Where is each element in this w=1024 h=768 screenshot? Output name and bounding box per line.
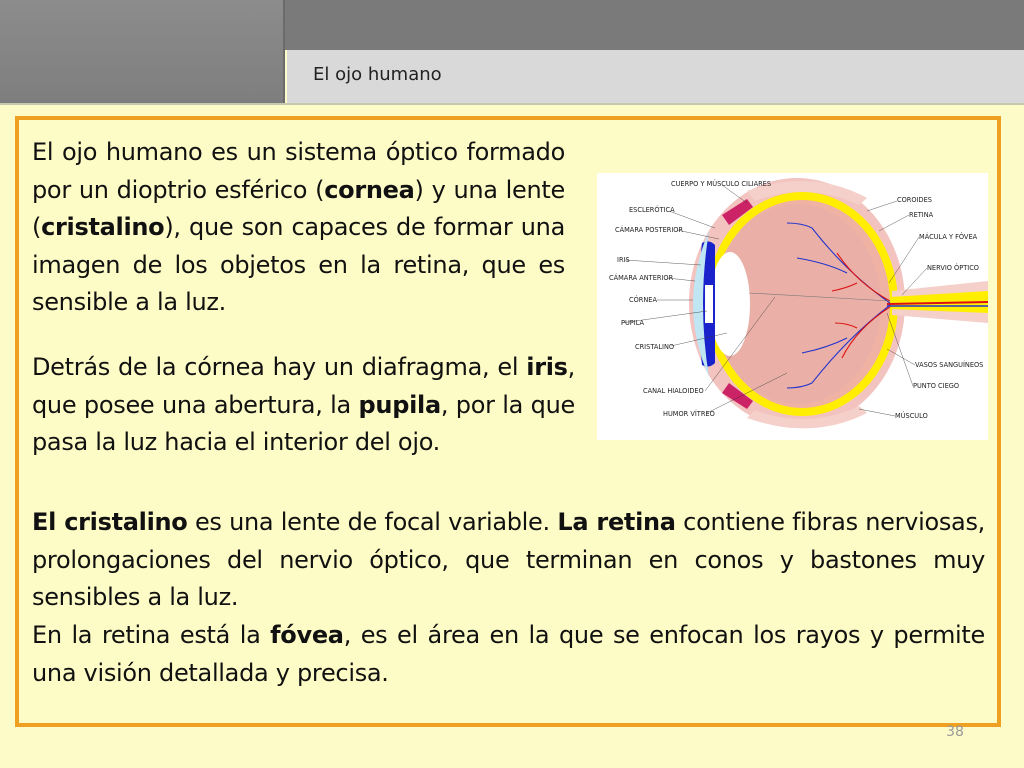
label-humor-vitreo: HUMOR VÍTREO xyxy=(663,410,715,418)
text-run: En la retina está la xyxy=(32,621,271,649)
term-cornea: cornea xyxy=(324,175,415,204)
text-run: ) y una lente ( xyxy=(32,175,565,241)
header-left-block xyxy=(0,0,285,103)
label-cristalino: CRISTALINO xyxy=(635,343,675,351)
eye-diagram xyxy=(597,173,988,440)
label-camara-anterior: CÁMARA ANTERIOR xyxy=(609,274,674,282)
lens-shape xyxy=(710,252,750,356)
paragraph-iris xyxy=(32,349,575,462)
label-vasos: VASOS SANGUÍNEOS xyxy=(915,361,984,369)
text-run: es una lente de focal variable. xyxy=(187,508,558,536)
text-run: , que posee una abertura, la xyxy=(32,353,575,419)
label-nervio-optico: NERVIO ÓPTICO xyxy=(927,264,979,272)
label-cuerpo: CUERPO Y MÚSCULO CILIARES xyxy=(671,180,772,188)
paragraph-cristalino-retina xyxy=(32,504,985,617)
term-iris: iris xyxy=(526,353,568,381)
label-punto-ciego: PUNTO CIEGO xyxy=(913,382,960,390)
text-run: Detrás de la córnea hay un diafragma, el xyxy=(32,353,527,381)
term-fovea: fóvea xyxy=(270,621,344,649)
term-cristalino: cristalino xyxy=(41,213,165,241)
paragraph-intro xyxy=(32,134,565,322)
text-run: El ojo humano es un sistema óptico formado por un dioptrio esférico ( xyxy=(32,138,565,204)
header-divider xyxy=(0,103,1024,105)
term-pupila: pupila xyxy=(358,390,441,419)
text-run: , por la que pasa la luz hacia el interior del ojo. xyxy=(32,390,575,456)
term-la-retina: La retina xyxy=(557,508,676,536)
label-macula: MÁCULA Y FÓVEA xyxy=(919,233,978,241)
paragraph-fovea xyxy=(32,617,985,692)
label-esclerotica: ESCLERÓTICA xyxy=(629,206,675,214)
slide-title: El ojo humano xyxy=(313,64,442,85)
label-cornea: CÓRNEA xyxy=(629,296,657,304)
label-musculo: MÚSCULO xyxy=(895,412,928,420)
label-coroides: COROIDES xyxy=(897,196,932,204)
label-retina: RETINA xyxy=(909,211,934,219)
label-camara-posterior: CÁMARA POSTERIOR xyxy=(615,226,684,234)
label-pupila: PUPILA xyxy=(621,319,645,327)
label-canal-hialoideo: CANAL HIALOIDEO xyxy=(643,387,704,395)
term-el-cristalino: El cristalino xyxy=(32,508,188,536)
page-number: 38 xyxy=(946,724,964,740)
eye-illustration xyxy=(597,173,988,440)
text-run: ), que son capaces de formar una imagen de los objetos en la retina, que es sensible a la luz. xyxy=(32,213,565,316)
text-run: , es el área en la que se enfocan los rayos y permite una visión detallada y precisa. xyxy=(32,621,985,687)
label-iris: IRIS xyxy=(617,256,630,264)
pupil-shape xyxy=(705,285,713,323)
text-run: contiene fibras nerviosas, prolongaciones del nervio óptico, que terminan en conos y bastones muy sensibles a la luz. xyxy=(32,508,985,611)
